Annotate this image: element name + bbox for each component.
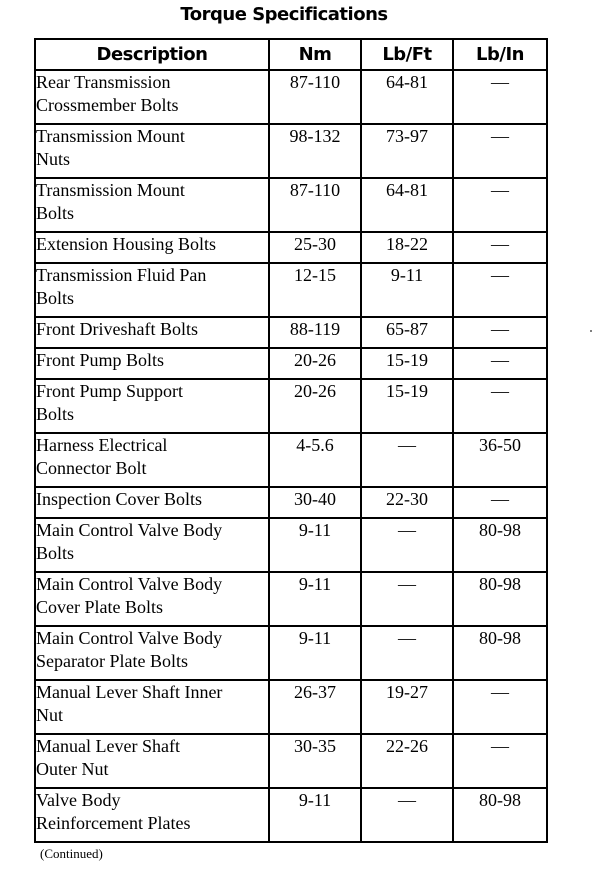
description-line: Front Pump Bolts: [36, 350, 165, 370]
lbft-cell: —: [361, 518, 453, 572]
description-cell: [35, 232, 269, 263]
table-row: [35, 178, 547, 232]
description-cell: [35, 487, 269, 518]
description-line: Harness Electrical: [36, 435, 168, 455]
description-line: Crossmember Bolts: [36, 95, 179, 115]
lbin-cell: —: [453, 124, 547, 178]
lbin-cell: —: [453, 317, 547, 348]
description-line: Cover Plate Bolts: [36, 597, 163, 617]
lbft-cell: 22-30: [361, 487, 453, 518]
description-line: Rear Transmission: [36, 72, 171, 92]
description-line: Separator Plate Bolts: [36, 651, 188, 671]
description-line: Valve Body: [36, 790, 121, 810]
nm-cell: 87-110: [269, 178, 361, 232]
lbft-cell: 64-81: [361, 178, 453, 232]
lbin-cell: —: [453, 232, 547, 263]
header-nm: Nm: [269, 39, 361, 70]
table-row: [35, 232, 547, 263]
description-line: Front Driveshaft Bolts: [36, 319, 198, 339]
description-line: Main Control Valve Body: [36, 574, 223, 594]
table-row: [35, 734, 547, 788]
description-line: Front Pump Support: [36, 381, 184, 401]
description-cell: [35, 317, 269, 348]
header-lbft: Lb/Ft: [361, 39, 453, 70]
lbft-cell: 65-87: [361, 317, 453, 348]
description-cell: [35, 734, 269, 788]
table-row: [35, 124, 547, 178]
lbin-cell: 80-98: [453, 518, 547, 572]
lbin-cell: —: [453, 263, 547, 317]
description-line: Bolts: [36, 404, 75, 424]
lbft-cell: —: [361, 572, 453, 626]
lbft-cell: 15-19: [361, 379, 453, 433]
table-row: [35, 626, 547, 680]
header-description: Description: [35, 39, 269, 70]
nm-cell: 4-5.6: [269, 433, 361, 487]
description-cell: [35, 788, 269, 842]
description-line: Bolts: [36, 543, 75, 563]
scan-speck: [590, 330, 592, 332]
description-cell: [35, 124, 269, 178]
table-row: [35, 788, 547, 842]
description-cell: [35, 572, 269, 626]
nm-cell: 88-119: [269, 317, 361, 348]
nm-cell: 87-110: [269, 70, 361, 124]
description-line: Manual Lever Shaft: [36, 736, 180, 756]
table-row: [35, 70, 547, 124]
nm-cell: 9-11: [269, 626, 361, 680]
description-line: Connector Bolt: [36, 458, 147, 478]
description-line: Outer Nut: [36, 759, 109, 779]
table-row: [35, 433, 547, 487]
table-row: [35, 379, 547, 433]
lbin-cell: —: [453, 487, 547, 518]
nm-cell: 9-11: [269, 788, 361, 842]
page-title: Torque Specifications: [180, 4, 388, 25]
description-cell: [35, 348, 269, 379]
description-cell: [35, 178, 269, 232]
description-line: Main Control Valve Body: [36, 520, 223, 540]
table-row: [35, 572, 547, 626]
lbft-cell: 73-97: [361, 124, 453, 178]
lbft-cell: —: [361, 788, 453, 842]
lbft-cell: —: [361, 433, 453, 487]
description-line: Main Control Valve Body: [36, 628, 223, 648]
continued-note: (Continued): [40, 846, 103, 861]
table-row: [35, 317, 547, 348]
description-line: Bolts: [36, 203, 75, 223]
description-line: Transmission Mount: [36, 126, 185, 146]
description-line: Extension Housing Bolts: [36, 234, 217, 254]
description-cell: [35, 518, 269, 572]
lbin-cell: 36-50: [453, 433, 547, 487]
nm-cell: 9-11: [269, 518, 361, 572]
header-lbin: Lb/In: [453, 39, 547, 70]
lbft-cell: 18-22: [361, 232, 453, 263]
lbin-cell: 80-98: [453, 626, 547, 680]
lbin-cell: —: [453, 178, 547, 232]
description-line: Nut: [36, 705, 63, 725]
description-line: Transmission Mount: [36, 180, 185, 200]
description-cell: [35, 680, 269, 734]
lbin-cell: —: [453, 379, 547, 433]
lbin-cell: —: [453, 680, 547, 734]
description-line: Inspection Cover Bolts: [36, 489, 202, 509]
description-cell: [35, 263, 269, 317]
description-cell: [35, 379, 269, 433]
nm-cell: 12-15: [269, 263, 361, 317]
lbft-cell: 22-26: [361, 734, 453, 788]
table-row: [35, 518, 547, 572]
table-row: [35, 348, 547, 379]
table-row: [35, 680, 547, 734]
nm-cell: 30-35: [269, 734, 361, 788]
lbft-cell: 64-81: [361, 70, 453, 124]
torque-spec-table: [34, 38, 548, 843]
lbin-cell: —: [453, 734, 547, 788]
table-header-row: [35, 39, 547, 70]
lbin-cell: —: [453, 348, 547, 379]
lbin-cell: 80-98: [453, 788, 547, 842]
lbin-cell: 80-98: [453, 572, 547, 626]
nm-cell: 26-37: [269, 680, 361, 734]
nm-cell: 30-40: [269, 487, 361, 518]
nm-cell: 20-26: [269, 379, 361, 433]
nm-cell: 9-11: [269, 572, 361, 626]
nm-cell: 98-132: [269, 124, 361, 178]
table-row: [35, 263, 547, 317]
description-cell: [35, 626, 269, 680]
table-row: [35, 487, 547, 518]
description-line: Reinforcement Plates: [36, 813, 191, 833]
nm-cell: 20-26: [269, 348, 361, 379]
description-cell: [35, 433, 269, 487]
lbft-cell: 19-27: [361, 680, 453, 734]
description-cell: [35, 70, 269, 124]
lbft-cell: —: [361, 626, 453, 680]
lbft-cell: 15-19: [361, 348, 453, 379]
description-line: Transmission Fluid Pan: [36, 265, 207, 285]
description-line: Nuts: [36, 149, 71, 169]
lbft-cell: 9-11: [361, 263, 453, 317]
lbin-cell: —: [453, 70, 547, 124]
nm-cell: 25-30: [269, 232, 361, 263]
description-line: Bolts: [36, 288, 75, 308]
description-line: Manual Lever Shaft Inner: [36, 682, 223, 702]
